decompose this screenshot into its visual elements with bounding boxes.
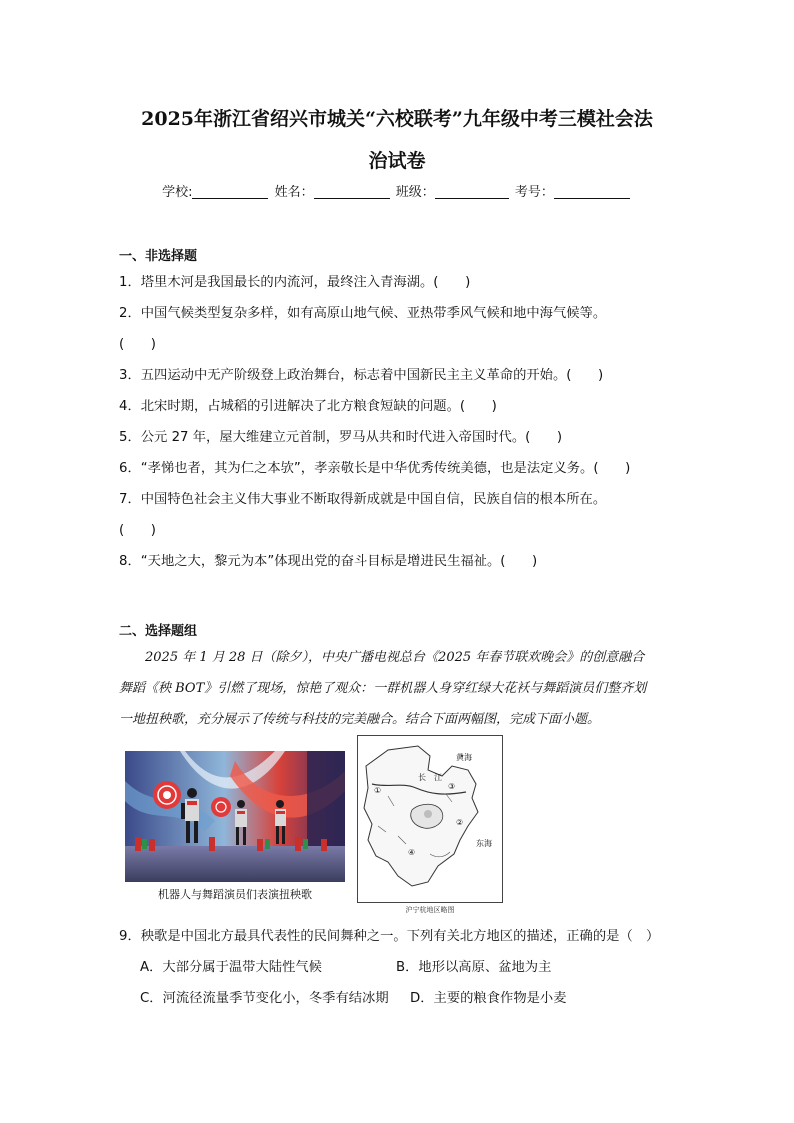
exam-number-blank[interactable]	[554, 184, 630, 199]
question-line: 6．“孝悌也者，其为仁之本欤”，孝亲敬长是中华优秀传统美德，也是法定义务。( )	[119, 461, 631, 476]
option-b[interactable]: B．地形以高原、盆地为主	[396, 960, 552, 975]
question-line: 1．塔里木河是我国最长的内流河，最终注入青海湖。( )	[119, 275, 471, 290]
question-line: 5．公元 27 年，屋大维建立元首制，罗马从共和时代进入帝国时代。( )	[119, 430, 563, 445]
context-paragraph-line: 2025 年 1 月 28 日（除夕），中央广播电视总台《2025 年春节联欢晚会》的创意融合	[119, 650, 645, 665]
name-blank[interactable]	[314, 184, 390, 199]
section2-heading: 二、选择题组	[119, 624, 198, 639]
question-line: 8．“天地之大，黎元为本”体现出党的奋斗目标是增进民生福祉。( )	[119, 554, 538, 569]
map-label-river: 长 江	[418, 773, 442, 782]
region-map	[357, 735, 503, 903]
map-marker-2: ②	[456, 818, 464, 827]
robot-dance-photo	[125, 751, 345, 882]
school-label: 学校:	[162, 185, 193, 200]
map-marker-4: ④	[408, 848, 416, 857]
class-blank[interactable]	[435, 184, 509, 199]
question-line: 7．中国特色社会主义伟大事业不断取得新成就是中国自信，民族自信的根本所在。	[119, 492, 607, 507]
robot-photo-caption: 机器人与舞蹈演员们表演扭秧歌	[158, 888, 312, 901]
map-label-east-sea: 东海	[476, 839, 492, 848]
question9-stem: 9．秧歌是中国北方最具代表性的民间舞种之一。下列有关北方地区的描述，正确的是（ ）	[119, 929, 660, 944]
section1-heading: 一、非选择题	[119, 249, 198, 264]
question-line: 4．北宋时期，占城稻的引进解决了北方粮食短缺的问题。( )	[119, 399, 497, 414]
question-line: 2．中国气候类型复杂多样，如有高原山地气候、亚热带季风气候和地中海气候等。	[119, 306, 607, 321]
option-c[interactable]: C．河流径流量季节变化小，冬季有结冰期	[140, 991, 389, 1006]
school-blank[interactable]	[192, 184, 268, 199]
context-paragraph-line: 舞蹈《秧 BOT》引燃了现场，惊艳了观众：一群机器人身穿红绿大花袄与舞蹈演员们整齐划	[119, 681, 647, 696]
name-label: 姓名：	[274, 185, 314, 200]
class-label: 班级：	[395, 185, 435, 200]
map-caption: 沪宁杭地区略图	[405, 906, 455, 914]
exam-title-line1: 2025年浙江省绍兴市城关“六校联考”九年级中考三模社会法	[141, 108, 653, 130]
map-marker-1: ①	[374, 786, 382, 795]
student-info-line	[0, 181, 794, 200]
map-label-yellow-sea: 黄海	[456, 753, 472, 762]
option-d[interactable]: D．主要的粮食作物是小麦	[410, 991, 567, 1006]
context-paragraph-line: 一地扭秧歌，充分展示了传统与科技的完美融合。结合下面两幅图，完成下面小题。	[119, 712, 601, 727]
map-marker-3: ③	[448, 782, 456, 791]
exam-title-line2: 治试卷	[368, 150, 426, 172]
question-line: 3．五四运动中无产阶级登上政治舞台，标志着中国新民主主义革命的开始。( )	[119, 368, 604, 383]
question-line: ( )	[119, 337, 156, 352]
question-line: ( )	[119, 523, 156, 538]
exam-number-label: 考号：	[514, 185, 554, 200]
option-a[interactable]: A．大部分属于温带大陆性气候	[140, 960, 322, 975]
